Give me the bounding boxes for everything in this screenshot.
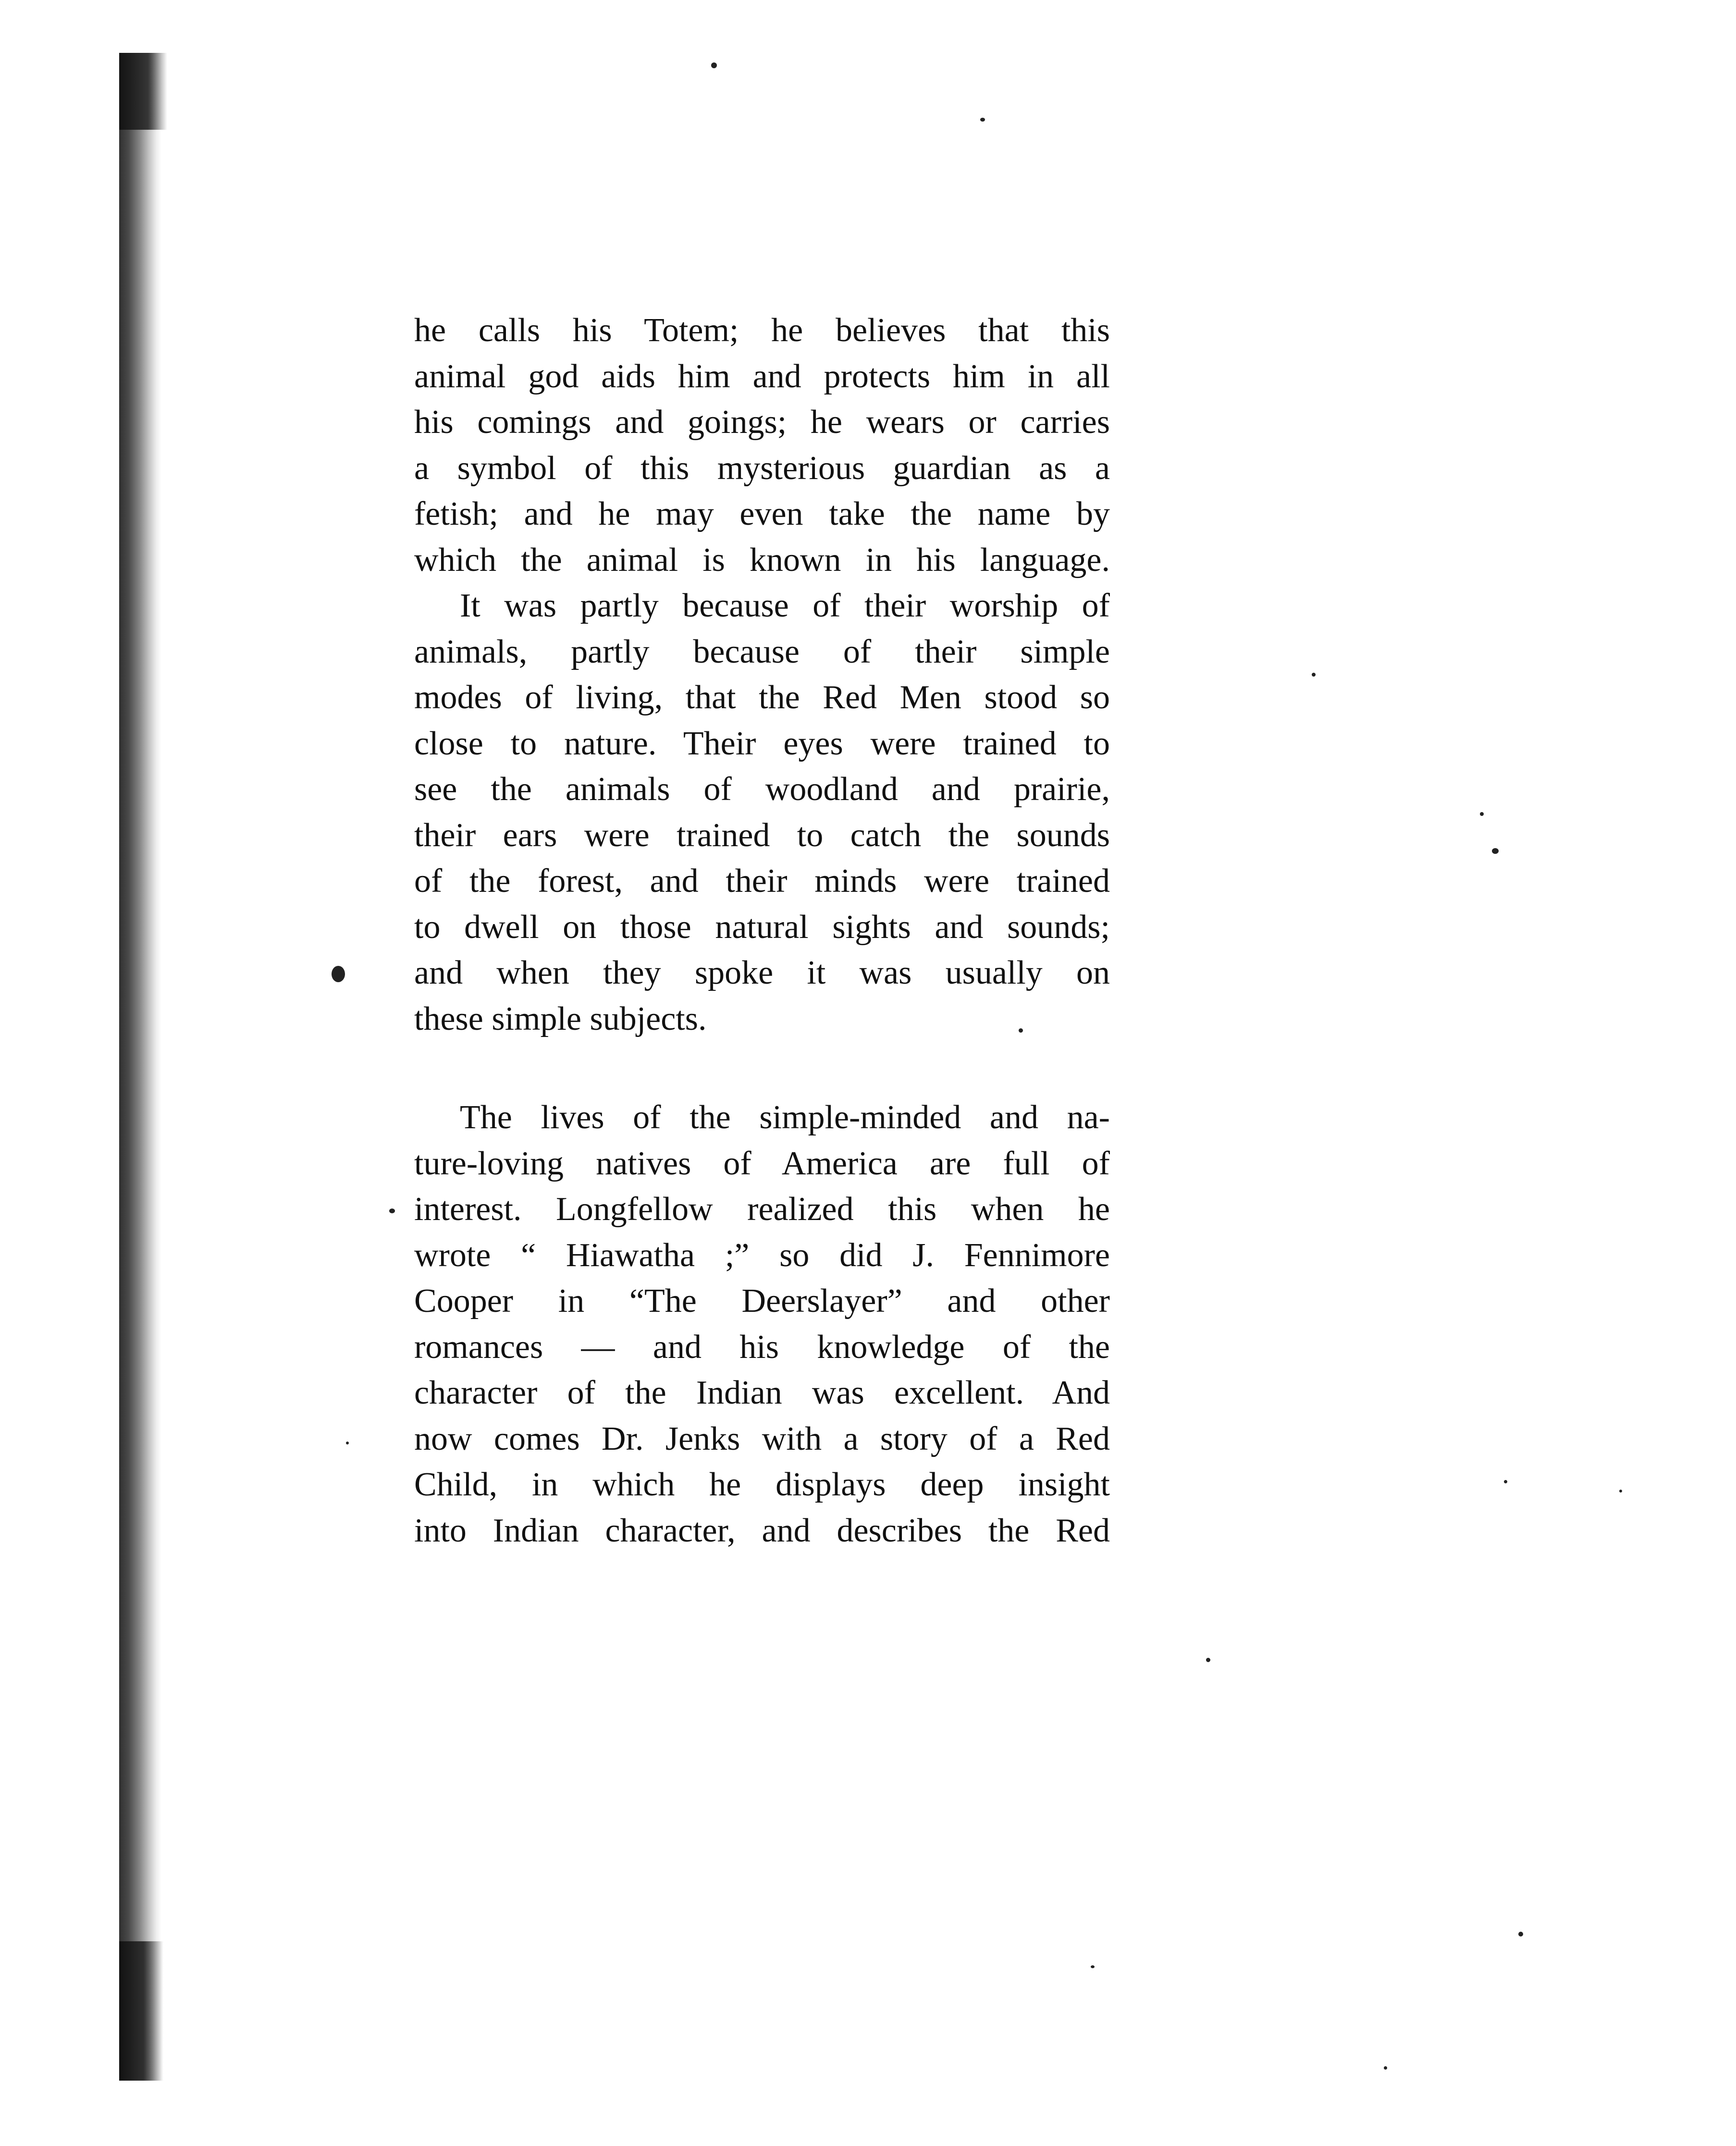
scan-speck <box>980 118 985 122</box>
text-line: animal god aids him and protects him in all <box>414 358 1110 395</box>
text-line: now comes Dr. Jenks with a story of a Red <box>414 1420 1110 1457</box>
scan-speck <box>1091 1965 1095 1968</box>
text-line: animals, partly because of their simple <box>414 633 1110 670</box>
text-line: and when they spoke it was usually on <box>414 954 1110 991</box>
scan-speck <box>1384 2066 1387 2070</box>
scan-speck <box>389 1209 395 1213</box>
text-line: Child, in which he displays deep insight <box>414 1466 1110 1503</box>
scanned-binding-edge <box>119 53 161 2081</box>
scanned-binding-shadow-bottom <box>119 1941 163 2081</box>
text-line: wrote “ Hiawatha ;” so did J. Fennimore <box>414 1236 1110 1274</box>
paragraph-gap <box>414 1042 1110 1095</box>
text-line: interest. Longfellow realized this when he <box>414 1191 1110 1228</box>
scan-speck <box>1518 1932 1523 1936</box>
text-line: It was partly because of their worship of <box>460 587 1110 624</box>
scan-speck <box>1492 848 1499 854</box>
text-line: character of the Indian was excellent. And <box>414 1374 1110 1411</box>
scan-speck <box>346 1442 349 1444</box>
text-line: The lives of the simple-minded and na- <box>460 1099 1110 1136</box>
text-line: a symbol of this mysterious guardian as a <box>414 449 1110 487</box>
text-line: their ears were trained to catch the sounds <box>414 816 1110 854</box>
paragraph-2 <box>414 583 1110 1042</box>
text-line: romances — and his knowledge of the <box>414 1328 1110 1366</box>
text-line: his comings and goings; he wears or carries <box>414 404 1110 441</box>
text-line: to dwell on those natural sights and sounds; <box>414 908 1110 946</box>
text-line: fetish; and he may even take the name by <box>414 495 1110 532</box>
text-line: see the animals of woodland and prairie, <box>414 771 1110 808</box>
text-line: ture-loving natives of America are full of <box>414 1145 1110 1182</box>
text-line: into Indian character, and describes the Red <box>414 1512 1110 1549</box>
text-line: he calls his Totem; he believes that this <box>414 312 1110 349</box>
paragraph-3 <box>414 1095 1110 1554</box>
scan-speck <box>1480 812 1484 816</box>
scan-speck <box>332 966 345 982</box>
text-line: Cooper in “The Deerslayer” and other <box>414 1283 1110 1320</box>
scan-speck <box>711 62 717 68</box>
text-line: which the animal is known in his language. <box>414 541 1110 579</box>
scan-speck <box>1206 1658 1210 1662</box>
scan-speck <box>1504 1480 1507 1483</box>
text-line: close to nature. Their eyes were trained to <box>414 725 1110 762</box>
scan-speck <box>1312 673 1316 677</box>
text-line: these simple subjects. <box>414 1000 707 1037</box>
text-line: modes of living, that the Red Men stood so <box>414 679 1110 716</box>
text-line: of the forest, and their minds were trained <box>414 863 1110 900</box>
scanned-binding-shadow-top <box>119 53 167 130</box>
paragraph-1 <box>414 308 1110 583</box>
page-text-block <box>414 308 1110 1554</box>
scan-speck <box>1619 1490 1622 1492</box>
